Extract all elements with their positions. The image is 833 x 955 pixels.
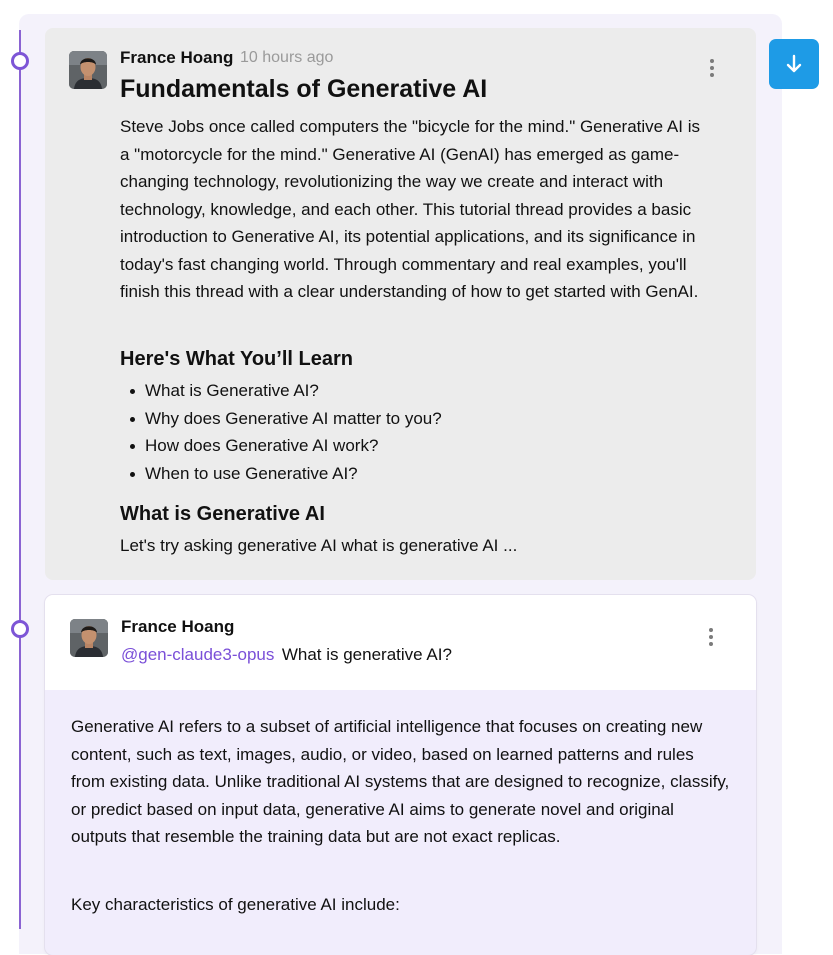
post-timestamp: 10 hours ago (240, 49, 334, 66)
thread-timeline (19, 30, 21, 929)
learn-list (120, 377, 442, 487)
post-menu-button[interactable] (705, 57, 719, 81)
learn-list-item: When to use Generative AI? (120, 460, 442, 488)
arrow-down-icon (784, 54, 804, 74)
learn-list-item: How does Generative AI work? (120, 432, 442, 460)
learn-list-item: Why does Generative AI matter to you? (120, 405, 442, 433)
answer-paragraph: Key characteristics of generative AI include: (71, 895, 400, 914)
post-intro-text: Steve Jobs once called computers the "bicycle for the mind." Generative AI is a "motorcycle for the mind." Generative AI (GenAI) has emerged as game-changing technology, revolutionizing the way we create and interact with technology, knowledge, and each other. This tutorial thread provides a basic introduction to Generative AI, its potential applications, and its significance in today's fast changing world. Through commentary and real examples, you'll finish this thread with a clear understanding of how to get started with GenAI. (120, 117, 700, 301)
scroll-to-bottom-button[interactable] (769, 39, 819, 89)
answer-paragraph: Generative AI refers to a subset of artificial intelligence that focuses on creating new content, such as text, images, audio, or video, based on learned patterns and rules from existing data. Unlike traditional AI systems that are designed to recognize, classify, or predict based on input data, generative AI aims to generate novel and original outputs that resemble the training data but are not exact replicas. (71, 717, 730, 846)
reply-header (45, 595, 756, 690)
author-avatar[interactable] (69, 51, 107, 89)
reply-menu-button[interactable] (704, 626, 718, 650)
more-vertical-icon (709, 628, 713, 632)
more-vertical-icon (710, 59, 714, 63)
section-text: Let's try asking generative AI what is generative AI ... (120, 536, 518, 555)
bot-mention[interactable]: @gen-claude3-opus (121, 645, 275, 664)
post-title: Fundamentals of Generative AI (120, 75, 488, 103)
post-author-name[interactable]: France Hoang (120, 48, 234, 67)
reply-question: What is generative AI? (281, 645, 452, 664)
section-heading: What is Generative AI (120, 503, 325, 525)
reply-author-name[interactable]: France Hoang (121, 617, 235, 636)
timeline-node-reply (11, 620, 29, 638)
learn-list-item: What is Generative AI? (120, 377, 442, 405)
timeline-node-post (11, 52, 29, 70)
reply-author-avatar[interactable] (70, 619, 108, 657)
reply-prompt (121, 645, 452, 665)
learn-heading: Here's What You’ll Learn (120, 348, 353, 370)
